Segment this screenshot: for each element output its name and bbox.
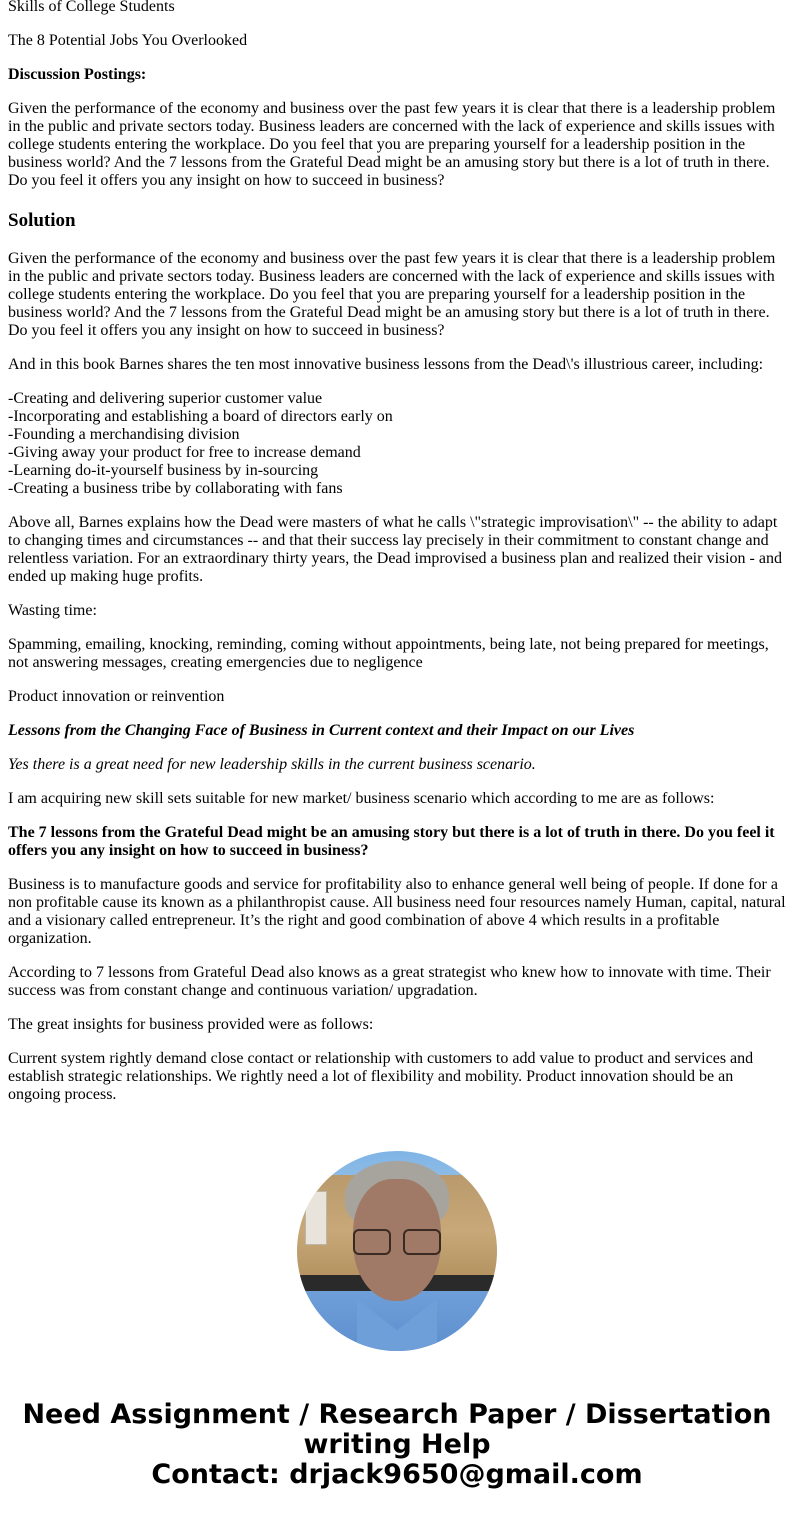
book-intro: And in this book Barnes shares the ten most innovative business lessons from the Dead\'s illustrious career, including: [8,356,764,373]
promo-contact[interactable]: Contact: drjack9650@gmail.com [151,1459,643,1490]
insights-intro: The great insights for business provided were as follows: [8,1016,374,1033]
business-definition: Business is to manufacture goods and service for profitability also to enhance general well being of people. If done for a non profitable cause its known as a philanthropist cause. All business need four resources namely Human, capital, natural and a visionary called entrepreneur. It’s the right and good combination of above 4 which results in a profitable organization. [8,876,786,947]
according-to-paragraph: According to 7 lessons from Grateful Dead also knows as a great strategist who knew how to innovate with time. Their success was from constant change and continuous variation/ upgradation. [8,964,771,999]
glasses-icon [403,1229,441,1255]
product-innovation: Product innovation or reinvention [8,688,225,705]
leadership-need: Yes there is a great need for new leadership skills in the current business scenario. [8,756,536,773]
lessons-heading: Lessons from the Changing Face of Business in Current context and their Impact on our Lives [8,722,635,739]
glasses-icon [353,1229,391,1255]
wasting-time-list: Spamming, emailing, knocking, reminding, coming without appointments, being late, not being prepared for meetings, not answering messages, creating emergencies due to negligence [8,636,769,671]
list-item: -Giving away your product for free to increase demand [8,444,361,461]
question-body: Given the performance of the economy and business over the past few years it is clear that there is a leadership problem in the public and private sectors today. Business leaders are concerned with the lack of experience and skills issues with college students entering the workplace. Do you feel that you are preparing yourself for a leadership position in the business world? And the 7 lessons from the Grateful Dead might be an amusing story but there is a lot of truth in there. Do you feel it offers you any insight on how to succeed in business? [8,100,776,189]
lessons-list [8,390,786,498]
related-link[interactable]: The 8 Potential Jobs You Overlooked [8,32,248,49]
grateful-dead-question: The 7 lessons from the Grateful Dead might be an amusing story but there is a lot of truth in there. Do you feel it offers you any insight on how to succeed in business? [8,824,775,859]
author-photo-container [0,1151,794,1351]
wasting-time-label: Wasting time: [8,602,97,619]
switch-panel-graphic [305,1191,327,1245]
author-avatar [297,1151,497,1351]
promo-banner [0,1400,794,1490]
acquiring-skills: I am acquiring new skill sets suitable for new market/ business scenario which according to me are as follows: [8,790,715,807]
partial-title: Skills of College Students [8,0,175,15]
discussion-heading: Discussion Postings: [8,66,147,83]
solution-heading: Solution [8,210,76,231]
list-item: -Incorporating and establishing a board of directors early on [8,408,393,425]
shirt-collar-graphic [357,1299,437,1351]
list-item: -Creating a business tribe by collaborating with fans [8,480,343,497]
promo-line-1: Need Assignment / Research Paper / Dissertation writing Help [22,1399,772,1460]
above-all-paragraph: Above all, Barnes explains how the Dead were masters of what he calls \"strategic improvisation\" -- the ability to adapt to changing times and circumstances -- and that their success lay precisely in their commitment to constant change and relentless variation. For an extraordinary thirty years, the Dead improvised a business plan and realized their vision - and ended up making huge profits. [8,514,782,585]
list-item: -Learning do-it-yourself business by in-sourcing [8,462,319,479]
restated-question: Given the performance of the economy and business over the past few years it is clear that there is a leadership problem in the public and private sectors today. Business leaders are concerned with the lack of experience and skills issues with college students entering the workplace. Do you feel that you are preparing yourself for a leadership position in the business world? And the 7 lessons from the Grateful Dead might be an amusing story but there is a lot of truth in there. Do you feel it offers you any insight on how to succeed in business? [8,250,776,339]
list-item: -Founding a merchandising division [8,426,240,443]
insights-body: Current system rightly demand close contact or relationship with customers to add value to product and services and establish strategic relationships. We rightly need a lot of flexibility and mobility. Product innovation should be an ongoing process. [8,1050,754,1103]
list-item: -Creating and delivering superior customer value [8,390,323,407]
